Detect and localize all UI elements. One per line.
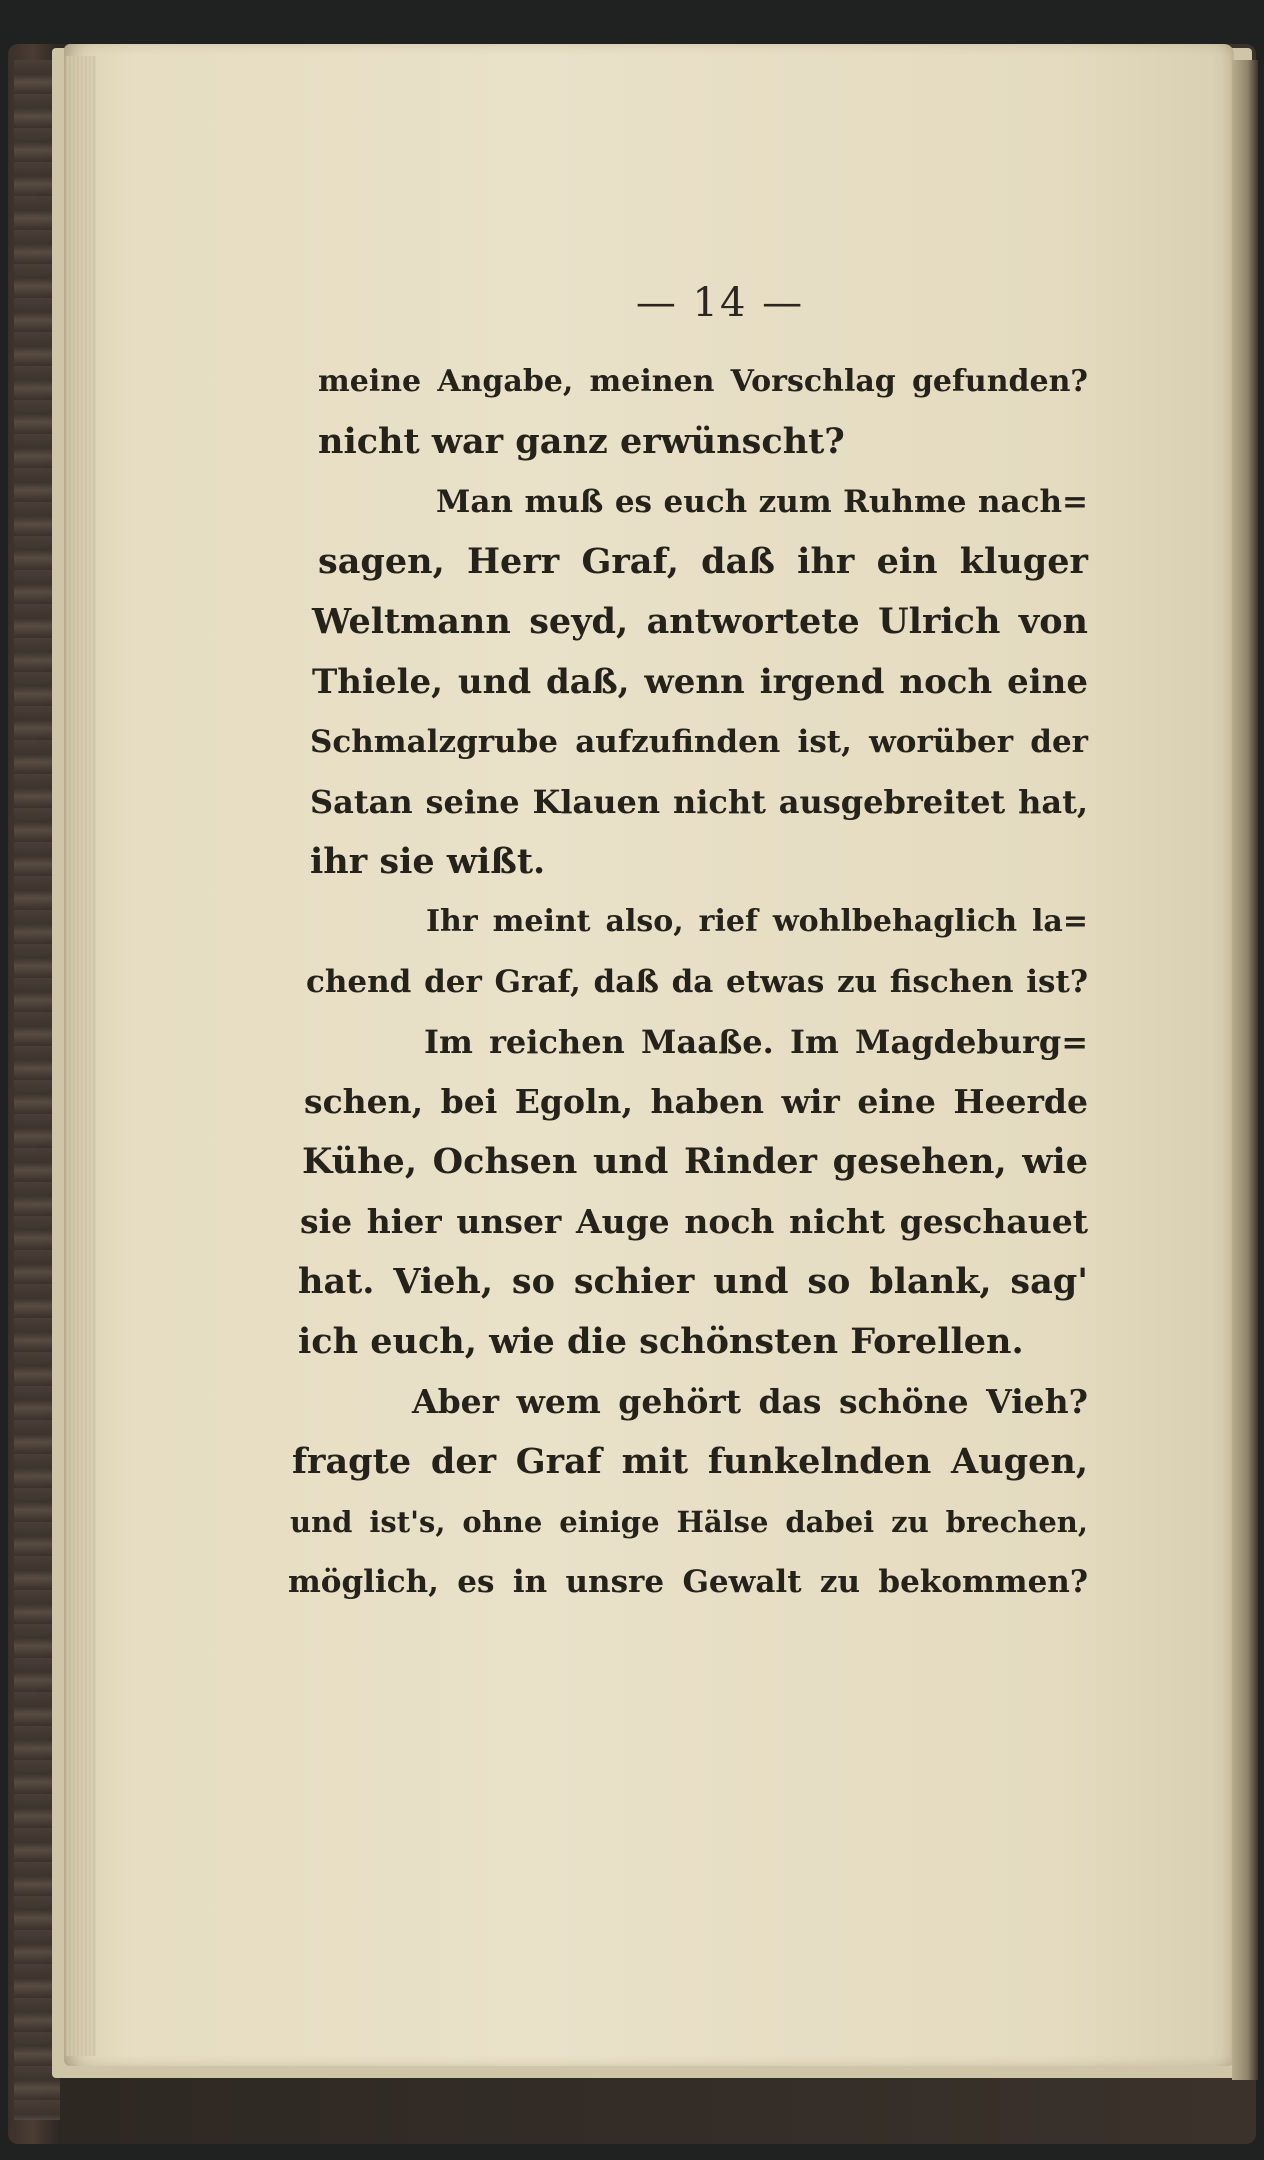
text-line: und ist's, ohne einige Hälse dabei zu brechen, bbox=[290, 1505, 1088, 1539]
body-text bbox=[288, 352, 1088, 1612]
text-line: Thiele, und daß, wenn irgend noch eine bbox=[312, 662, 1088, 702]
text-line: sagen, Herr Graf, daß ihr ein kluger bbox=[318, 541, 1088, 582]
text-line: möglich, es in unsre Gewalt zu bekommen? bbox=[288, 1564, 1088, 1600]
text-line: schen, bei Egoln, haben wir eine Heerde bbox=[304, 1082, 1088, 1121]
text-line: chend der Graf, daß da etwas zu fischen ist? bbox=[306, 964, 1088, 1000]
text-line: ich euch, wie die schönsten Forellen. bbox=[298, 1321, 1024, 1362]
text-line: ihr sie wißt. bbox=[310, 841, 546, 882]
text-line: Weltmann seyd, antwortete Ulrich von bbox=[312, 601, 1088, 642]
text-line: meine Angabe, meinen Vorschlag gefunden? bbox=[318, 364, 1088, 399]
text-line: sie hier unser Auge noch nicht geschauet bbox=[300, 1202, 1088, 1241]
text-line: Kühe, Ochsen und Rinder gesehen, wie bbox=[302, 1141, 1088, 1182]
text-line: Satan seine Klauen nicht ausgebreitet hat, bbox=[310, 783, 1088, 821]
text-line: fragte der Graf mit funkelnden Augen, bbox=[292, 1441, 1088, 1482]
page-edges bbox=[66, 56, 96, 2056]
text-line: nicht war ganz erwünscht? bbox=[318, 421, 845, 462]
text-line: hat. Vieh, so schier und so blank, sag' bbox=[298, 1261, 1088, 1302]
text-line: Man muß es euch zum Ruhme nach= bbox=[436, 484, 1088, 520]
page-number: — 14 — bbox=[635, 280, 805, 326]
text-line: Ihr meint also, rief wohlbehaglich la= bbox=[426, 904, 1088, 939]
text-line: Im reichen Maaße. Im Magdeburg= bbox=[424, 1023, 1088, 1061]
text-line: Aber wem gehört das schöne Vieh? bbox=[412, 1382, 1088, 1421]
page-fore-edge bbox=[1232, 60, 1258, 2080]
text-line: Schmalzgrube aufzufinden ist, worüber der bbox=[310, 724, 1088, 760]
